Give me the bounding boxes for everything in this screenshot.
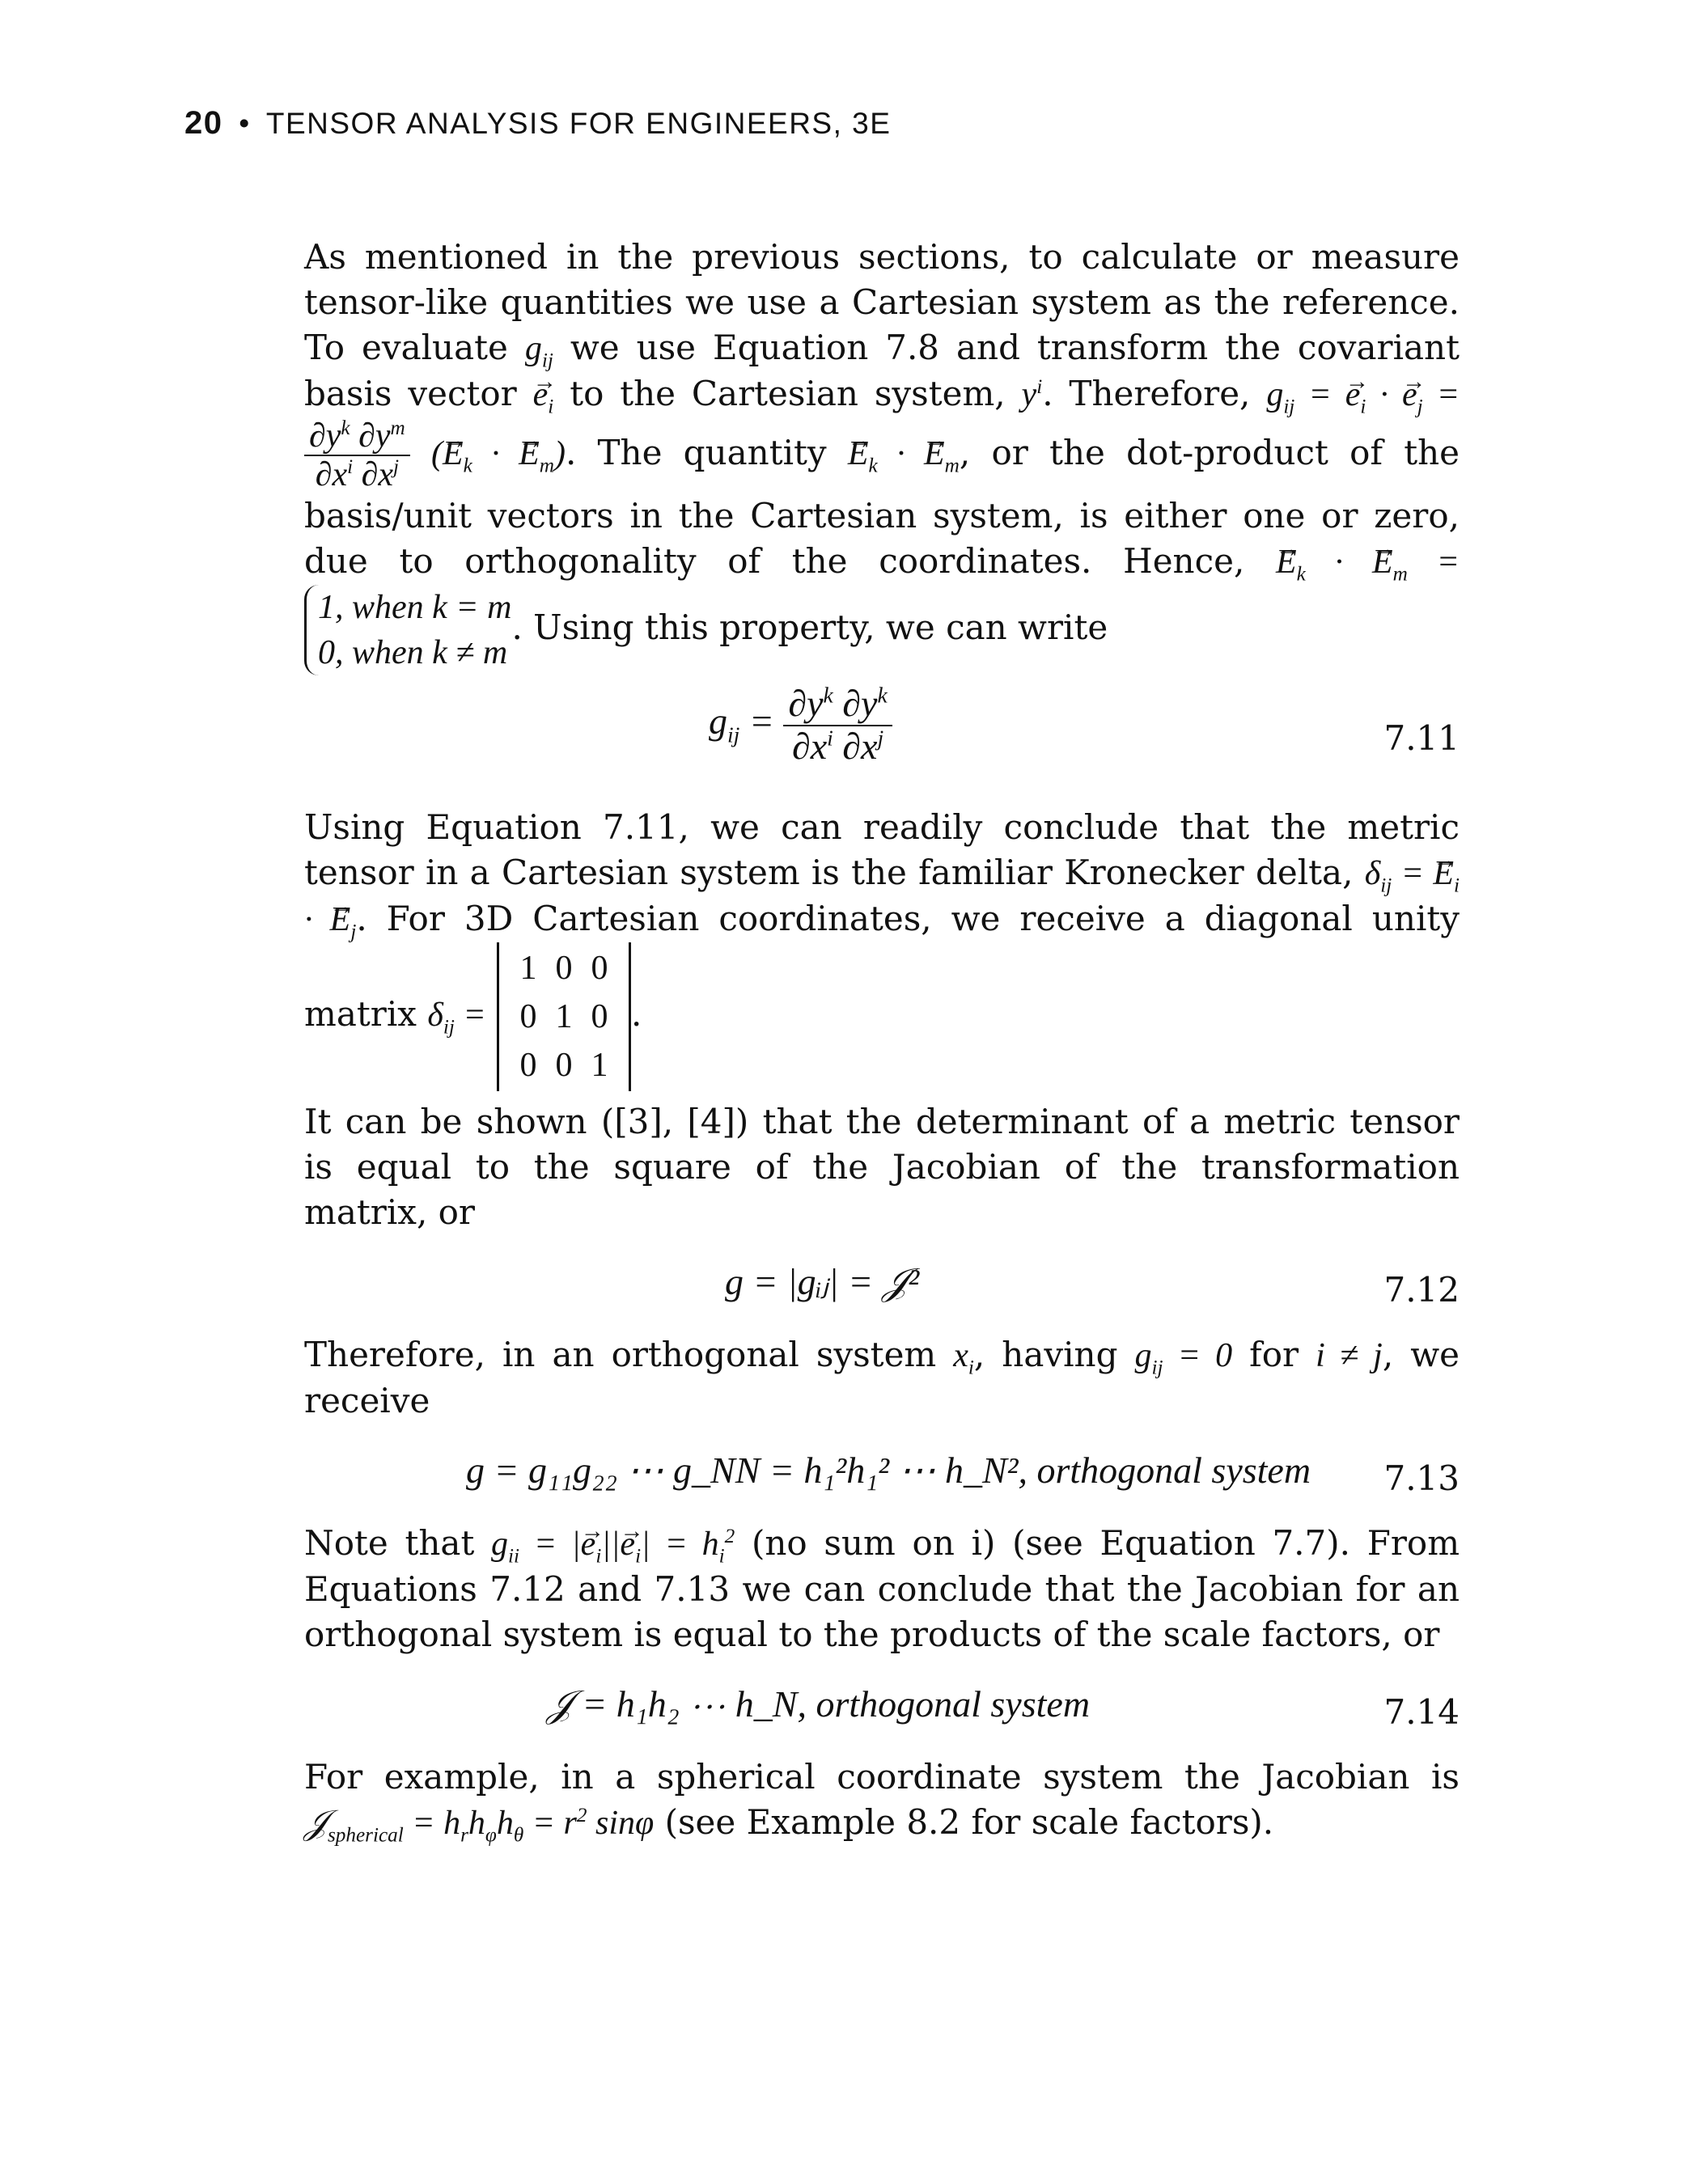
paragraph-1: As mentioned in the previous sections, to calculate or measure tensor-like quantities we use a Cartesian system as the reference. To evaluate $g_{ij}$ we use Equation 7.8 and transform the covariant basis vector → $e_i$ to the Cartesian system, $y^i$. Therefore, $g_{ij}$ = → $e_i$ · → $e_j$ = $\frac{\partial y^k \partial y^m}{\partial x^i \partial x^j}$ (→ $E_k$ · → $E_m$). The quantity → $E_k$ · → $E_m$, or the dot-product of the basis/unit vectors in the Cartesian system, is either one or zero, due to orthogonality of the coordinates. Hence, → $E_k$ · → $E_m$ = 1, when k = m 0, when k ≠ m . Using this property, we can write	[304, 235, 1460, 675]
equation-7-11: $g_{ij}$ = $\frac{\partial y^k \partial y^k}{\partial x^i \partial x^j}$ 7.11	[709, 683, 1460, 767]
equation-7-14: 𝒥 = h₁h₂ ⋯ h_N, orthogonal system 7.14	[304, 1666, 1460, 1746]
equation-7-12: g = |gᵢⱼ| = 𝒥² 7.12	[304, 1243, 1460, 1324]
book-title: TENSOR ANALYSIS FOR ENGINEERS, 3E	[265, 107, 892, 140]
equation-number: 7.14	[1383, 1692, 1460, 1733]
page-body	[304, 235, 1460, 1846]
paragraph-4: Therefore, in an orthogonal system $x_i$, having $g_{ij} = 0$ for i ≠ j, we receive	[304, 1335, 1460, 1421]
paragraph-2: Using Equation 7.11, we can readily conclude that the metric tensor in a Cartesian system is the familiar Kronecker delta, $\delta_{ij}$ = → $E_i$ · → $E_j$. For 3D Cartesian coordinates, we receive a diagonal unity matrix $\delta_{ij}$ = 1 0 0 0 1 0 0 0 1 .	[304, 805, 1460, 1091]
separator: •	[239, 107, 251, 140]
equation-number: 7.11	[1383, 718, 1460, 759]
paragraph-3: It can be shown ([3], [4]) that the determinant of a metric tensor is equal to the square of the Jacobian of the transformation matrix, or	[304, 1102, 1460, 1233]
equation-number: 7.12	[1383, 1270, 1460, 1310]
paragraph-6: For example, in a spherical coordinate system the Jacobian is 𝒥$_{spherical}$ = $h_rh_\varphi h_\theta = r^2$ sinφ (see Example 8.2 for scale factors).	[304, 1757, 1460, 1847]
page-number: 20	[184, 105, 223, 141]
paragraph-5: Note that $g_{ii}$ = |→ $e_i||\to e_i| = h_i^2$ (no sum on i) (see Equation 7.7). From Equations 7.12 and 7.13 we can conclude that the Jacobian for an orthogonal system is equal to the products of the scale factors, or	[304, 1521, 1460, 1657]
running-head	[184, 105, 891, 142]
identity-matrix: 1 0 0 0 1 0 0 0 1	[497, 942, 631, 1091]
equation-number: 7.13	[1383, 1458, 1460, 1499]
equation-7-13: g = g₁₁g₂₂ ⋯ g_NN = h₁²h₁² ⋯ h_N², orthogonal system 7.13	[304, 1432, 1460, 1513]
